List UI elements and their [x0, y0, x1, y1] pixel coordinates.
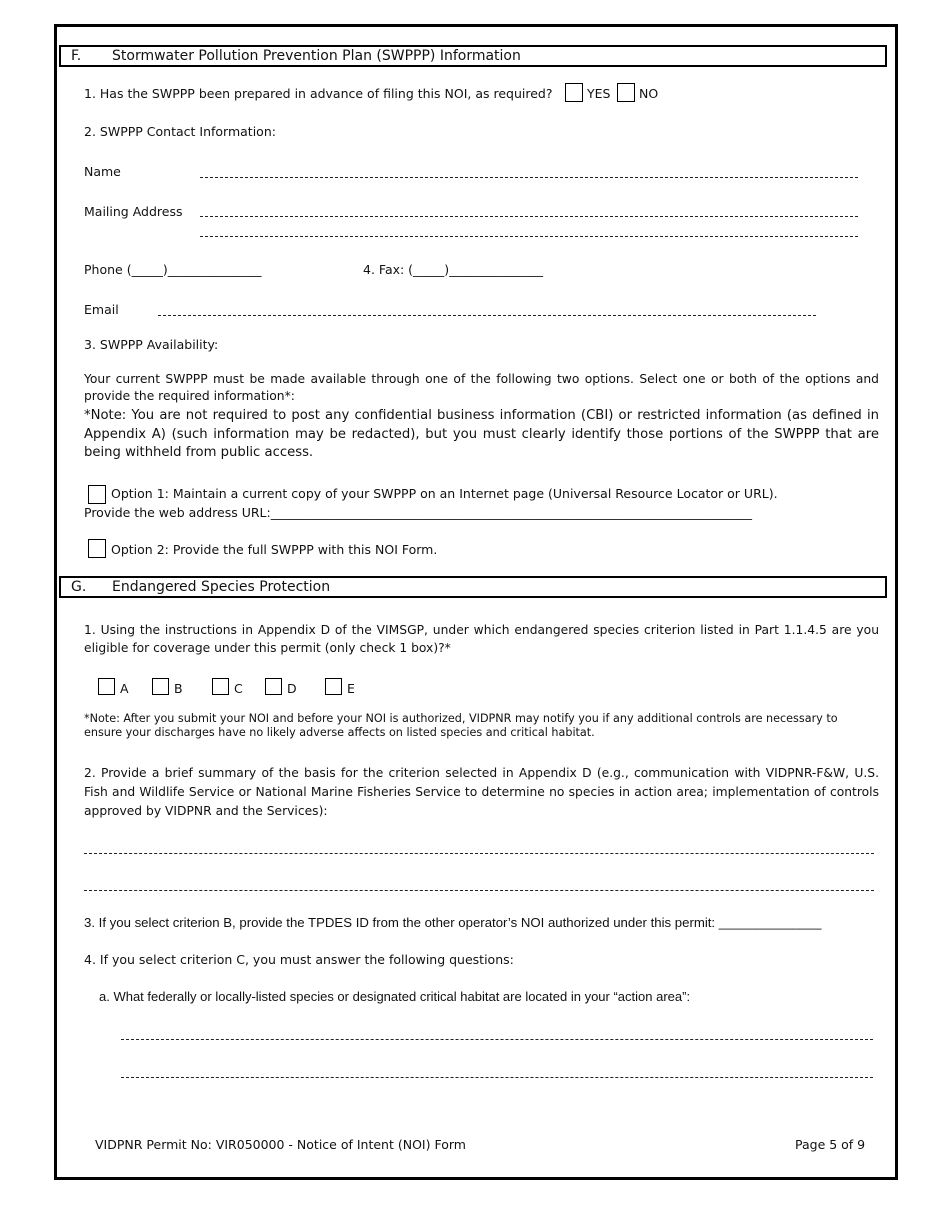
name-input-line[interactable]	[200, 177, 858, 178]
no-checkbox[interactable]	[617, 83, 635, 102]
action-area-line-1[interactable]	[121, 1039, 873, 1040]
criterion-e-checkbox[interactable]	[325, 678, 342, 695]
email-input-line[interactable]	[158, 315, 816, 316]
action-area-line-2[interactable]	[121, 1077, 873, 1078]
vidpnr-note: *Note: After you submit your NOI and before your NOI is authorized, VIDPNR may notify you if any additional controls are necessary to ensure your discharges have no likely adverse affects on listed species and critical habitat.	[84, 712, 838, 739]
section-f-header	[59, 45, 887, 67]
no-label: NO	[639, 86, 659, 101]
basis-summary-line-2[interactable]	[84, 890, 874, 891]
section-g-title: Endangered Species Protection	[112, 579, 331, 595]
yes-label: YES	[587, 86, 611, 101]
fax-field[interactable]: 4. Fax: (_____)_______________	[363, 262, 543, 277]
section-f-letter: F.	[71, 48, 82, 64]
mailing-address-label: Mailing Address	[84, 204, 183, 219]
mailing-address-line-1[interactable]	[200, 216, 858, 217]
criterion-d-checkbox[interactable]	[265, 678, 282, 695]
availability-text: Your current SWPPP must be made available through one of the following two options. Select one or both of the options and provide the required information*:	[84, 372, 879, 403]
cbi-note: *Note: You are not required to post any confidential business information (CBI) or restricted information (as defined in Appendix A) (such information may be redacted), but you must clearly identify those portions of the SWPPP that are being withheld from public access.	[84, 408, 879, 460]
footer-permit-text: VIDPNR Permit No: VIR050000 - Notice of Intent (NOI) Form	[95, 1137, 466, 1152]
swppp-prepared-question: 1. Has the SWPPP been prepared in advance of filing this NOI, as required?	[84, 86, 553, 101]
web-address-field[interactable]: Provide the web address URL:_____________________________________________________________________________	[84, 505, 752, 520]
option-2-label: Option 2: Provide the full SWPPP with this NOI Form.	[111, 542, 438, 557]
criterion-a-label: A	[120, 681, 129, 696]
basis-summary-line-1[interactable]	[84, 853, 874, 854]
criterion-e-label: E	[347, 681, 355, 696]
action-area-question: a. What federally or locally-listed species or designated critical habitat are located in your “action area”:	[99, 989, 691, 1004]
criterion-a-checkbox[interactable]	[98, 678, 115, 695]
yes-checkbox[interactable]	[565, 83, 583, 102]
section-f-title: Stormwater Pollution Prevention Plan (SWPPP) Information	[112, 48, 521, 64]
contact-info-heading: 2. SWPPP Contact Information:	[84, 124, 276, 139]
page-border	[54, 24, 898, 1180]
basis-summary-question: 2. Provide a brief summary of the basis for the criterion selected in Appendix D (e.g., communication with VIDPNR-F&W, U.S. Fish and Wildlife Service or National Marine Fisheries Service to determine no species in action area; implementation of controls approved by VIDPNR and the Services):	[84, 766, 879, 818]
availability-heading: 3. SWPPP Availability:	[84, 337, 219, 352]
email-label: Email	[84, 302, 119, 317]
option-1-checkbox[interactable]	[88, 485, 106, 504]
criterion-c-checkbox[interactable]	[212, 678, 229, 695]
name-label: Name	[84, 164, 121, 179]
option-1-label: Option 1: Maintain a current copy of your SWPPP on an Internet page (Universal Resource Locator or URL).	[111, 486, 778, 501]
criterion-question: 1. Using the instructions in Appendix D of the VIMSGP, under which endangered species criterion listed in Part 1.1.4.5 are you eligible for coverage under this permit (only check 1 box)?*	[84, 623, 879, 655]
criterion-b-checkbox[interactable]	[152, 678, 169, 695]
criterion-c-label: C	[234, 681, 243, 696]
mailing-address-line-2[interactable]	[200, 236, 858, 237]
option-2-checkbox[interactable]	[88, 539, 106, 558]
criterion-d-label: D	[287, 681, 297, 696]
page-number: Page 5 of 9	[795, 1137, 866, 1152]
criterion-b-label: B	[174, 681, 183, 696]
criterion-c-heading: 4. If you select criterion C, you must answer the following questions:	[84, 952, 514, 967]
phone-field[interactable]: Phone (_____)_______________	[84, 262, 262, 277]
section-g-header	[59, 576, 887, 598]
tpdes-id-question[interactable]: 3. If you select criterion B, provide the TPDES ID from the other operator’s NOI authorized under this permit: ______________	[84, 915, 822, 930]
section-g-letter: G.	[71, 579, 87, 595]
